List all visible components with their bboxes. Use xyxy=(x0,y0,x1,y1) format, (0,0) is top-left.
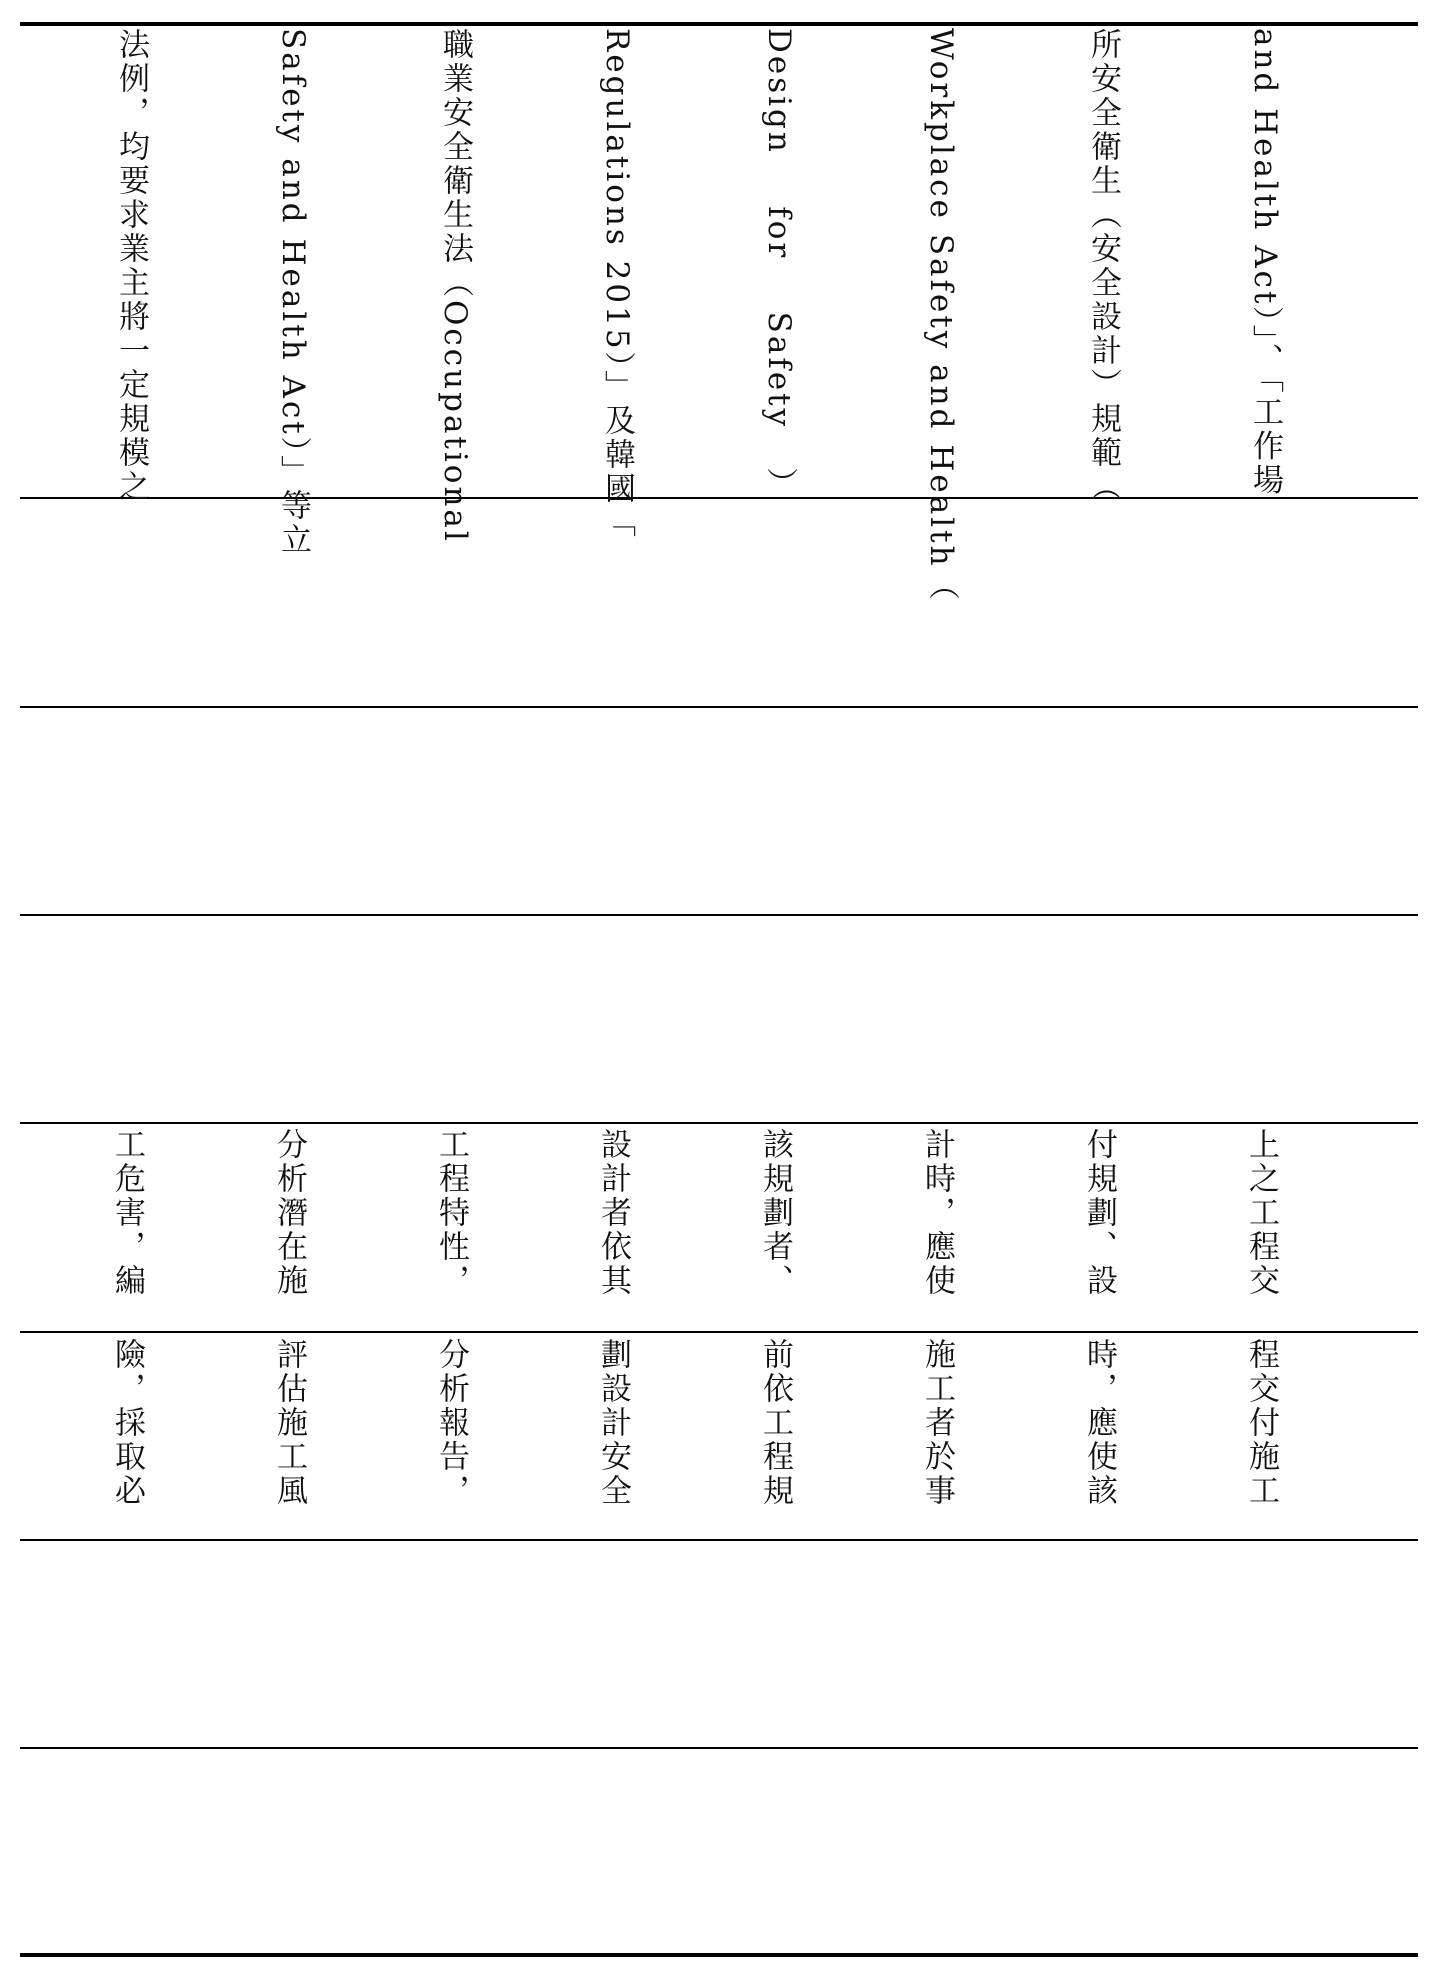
text-line: 該規劃者、 xyxy=(757,1128,793,1298)
text-line: 工危害，編 xyxy=(109,1128,145,1298)
text-line: 分析報告， xyxy=(433,1338,469,1508)
text-line: 分析潛在施 xyxy=(271,1128,307,1298)
explanation-cell xyxy=(0,28,1400,603)
row-divider-4 xyxy=(20,1122,1418,1124)
text-line: 施工者於事 xyxy=(919,1338,955,1508)
text-line: 時，應使該 xyxy=(1081,1338,1117,1508)
text-line: 評估施工風 xyxy=(271,1338,307,1508)
row-divider-7 xyxy=(20,1747,1418,1749)
text-line: Regulations 2015）」及韓國「 xyxy=(599,28,635,541)
article-cell-continued xyxy=(0,1338,1396,1548)
text-line: 計時，應使 xyxy=(919,1128,955,1298)
text-line: and Health Act）」、「工作場 xyxy=(1247,28,1283,498)
row-divider-3 xyxy=(20,914,1418,916)
text-line: 設計者依其 xyxy=(595,1128,631,1298)
text-line: Workplace Safety and Health（ xyxy=(923,28,959,603)
text-line: 職業安全衛生法（Occupational xyxy=(437,28,473,544)
text-line: 程交付施工 xyxy=(1243,1338,1279,1508)
text-line: 險，採取必 xyxy=(109,1338,145,1508)
row-divider-2 xyxy=(20,706,1418,708)
text-line: 工程特性， xyxy=(433,1128,469,1298)
text-line: 上之工程交 xyxy=(1243,1128,1279,1298)
text-line: 前依工程規 xyxy=(757,1338,793,1508)
text-line: 法例，均要求業主將一定規模之 xyxy=(113,28,149,504)
text-line: Safety and Health Act）」等立 xyxy=(275,28,311,558)
table-top-border xyxy=(20,22,1418,26)
text-line: 所安全衛生（安全設計）規範（ xyxy=(1085,28,1121,504)
table-bottom-border xyxy=(20,1953,1418,1957)
text-line: 付規劃、設 xyxy=(1081,1128,1117,1298)
text-line: Design for Safety ） xyxy=(761,28,797,502)
text-line: 劃設計安全 xyxy=(595,1338,631,1508)
